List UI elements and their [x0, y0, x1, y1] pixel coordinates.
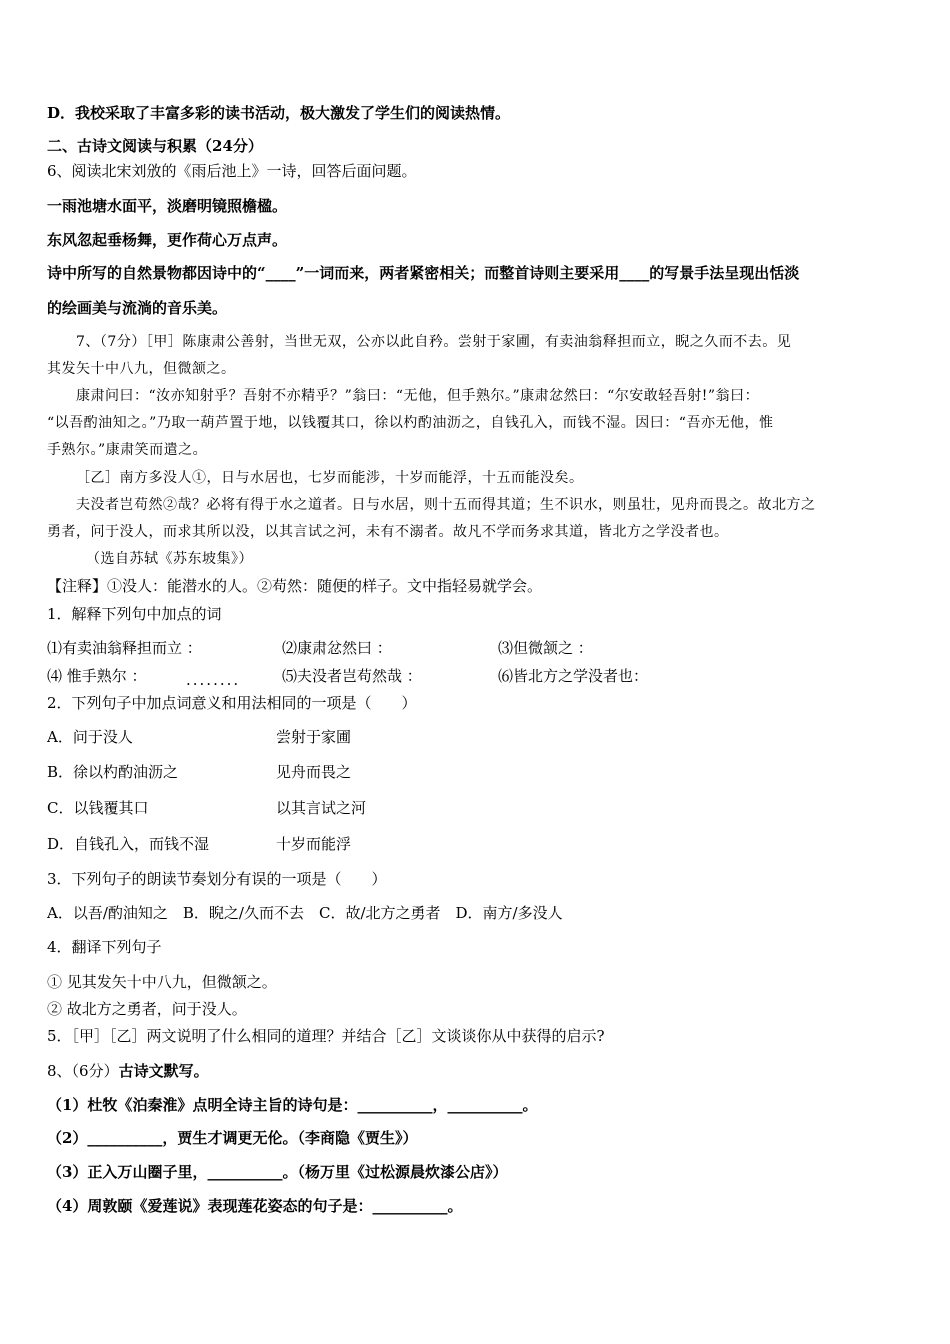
q8-item-4: （4）周敦颐《爱莲说》表现莲花姿态的句子是：__________。	[47, 1197, 463, 1215]
q5-option-d: D．我校采取了丰富多彩的读书活动，极大激发了学生们的阅读热情。	[47, 104, 511, 122]
q7-sub4-item-2: ② 故北方之勇者，问于没人。	[47, 1000, 247, 1018]
q7-sub4-title: 4．翻译下列句子	[47, 938, 162, 956]
q7-sub2-option-b-pair: 见舟而畏之	[276, 763, 352, 781]
q7-sub4-item-1: ① 见其发矢十中八九，但微颔之。	[47, 973, 277, 991]
q8-item-3: （3）正入万山圈子里，__________。（杨万里《过松源晨炊漆公店》）	[47, 1163, 508, 1181]
q8-item-2: （2）__________，贾生才调更无伦。（李商隐《贾生》）	[47, 1129, 418, 1147]
q6-question-line-2: 的绘画美与流淌的音乐美。	[47, 299, 228, 317]
q7-sub2-option-d: D．自钱孔入，而钱不湿	[47, 835, 210, 853]
q7-sub2-option-a: A．问于没人	[47, 728, 133, 746]
section-title: 二、古诗文阅读与积累（24分）	[47, 137, 263, 155]
q7-sub5-title: 5．［甲］［乙］两文说明了什么相同的道理？并结合［乙］文谈谈你从中获得的启示?	[47, 1027, 605, 1045]
q7-sub1-item-4: ⑷ 惟手熟尔 ：	[47, 667, 147, 685]
q7-sub2-option-c-pair: 以其言试之河	[276, 799, 367, 817]
q7-sub2-option-d-pair: 十岁而能浮	[276, 835, 352, 853]
q7-jia-line-3: 康肃问曰：“汝亦知射乎？吾射不亦精乎？”翁曰：“无他，但手熟尔。”康肃忿然曰：“尔安敢轻吾射!”翁曰：	[76, 388, 760, 404]
q7-sub2-option-a-pair: 尝射于家圃	[276, 728, 352, 746]
q8-heading	[47, 1061, 209, 1081]
q7-jia-line-2: 其发矢十中八九，但微颔之。	[47, 361, 236, 377]
q8-number: 8、（6分）	[47, 1062, 119, 1080]
q7-jia-line-4: “以吾酌油知之。”乃取一葫芦置于地，以钱覆其口，徐以杓酌油沥之，自钱孔入，而钱不湿。因曰：“吾亦无他，惟	[47, 415, 774, 431]
q7-sub3-title: 3．下列句子的朗读节奏划分有误的一项是（ ）	[47, 870, 387, 888]
q8-title: 古诗文默写。	[118, 1062, 209, 1080]
q7-sub2-option-b: B．徐以杓酌油沥之	[47, 763, 179, 781]
q6-question-line-1: 诗中所写的自然景物都因诗中的“____”一词而来，两者紧密相关；而整首诗则主要采用____的写景手法呈现出恬淡	[47, 264, 800, 282]
q6-poem-line-1: 一雨池塘水面平，淡磨明镜照檐楹。	[47, 197, 288, 215]
q8-item-1: （1）杜牧《泊秦淮》点明全诗主旨的诗句是：__________，__________。	[47, 1096, 538, 1114]
q7-sub1-item-5: ⑸夫没者岂苟然哉 ：	[282, 667, 422, 685]
q7-source: （选自苏轼《苏东坡集》）	[86, 551, 253, 567]
q7-jia-line-1: 7、（7分）［甲］陈康肃公善射，当世无双，公亦以此自矜。尝射于家圃，有卖油翁释担而立，睨之久而不去。见	[76, 334, 792, 350]
q7-sub3-options: A．以吾/酌油知之 B．睨之/久而不去 C．故/北方之勇者 D．南方/多没人	[47, 904, 563, 922]
q7-sub2-option-c: C．以钱覆其口	[47, 799, 149, 817]
q7-notes: 【注释】①没人：能潜水的人。②苟然：随便的样子。文中指轻易就学会。	[47, 577, 543, 595]
q7-sub1-item-3: ⑶但微颔之 ：	[498, 639, 593, 657]
q6-poem-line-2: 东风忽起垂杨舞，更作荷心万点声。	[47, 231, 288, 249]
q7-yi-line-3: 勇者，问于没人，而求其所以没，以其言试之河，未有不溺者。故凡不学而务求其道，皆北方之学没者也。	[47, 524, 729, 540]
q6-intro: 6、阅读北宋刘攽的《雨后池上》一诗，回答后面问题。	[47, 162, 417, 180]
q7-sub1-item-6: ⑹皆北方之学没者也：	[498, 667, 649, 685]
q7-yi-line-2: 夫没者岂苟然②哉？必将有得于水之道者。日与水居，则十五而得其道；生不识水，则虽壮，见舟而畏之。故北方之	[76, 497, 816, 513]
q7-sub1-item-2: ⑵康肃忿然曰 ：	[282, 639, 392, 657]
q7-yi-line-1: ［乙］南方多没人①，日与水居也，七岁而能涉，十岁而能浮，十五而能没矣。	[76, 470, 584, 486]
q7-jia-line-5: 手熟尔。”康肃笑而遣之。	[47, 442, 208, 458]
q7-sub1-item-1: ⑴有卖油翁释担而立 ：	[47, 639, 202, 657]
q7-sub1-title: 1．解释下列句中加点的词	[47, 605, 222, 623]
q7-sub2-title: 2．下列句子中加点词意义和用法相同的一项是（ ）	[47, 694, 417, 712]
q7-sub1-dots: ........	[186, 671, 241, 689]
